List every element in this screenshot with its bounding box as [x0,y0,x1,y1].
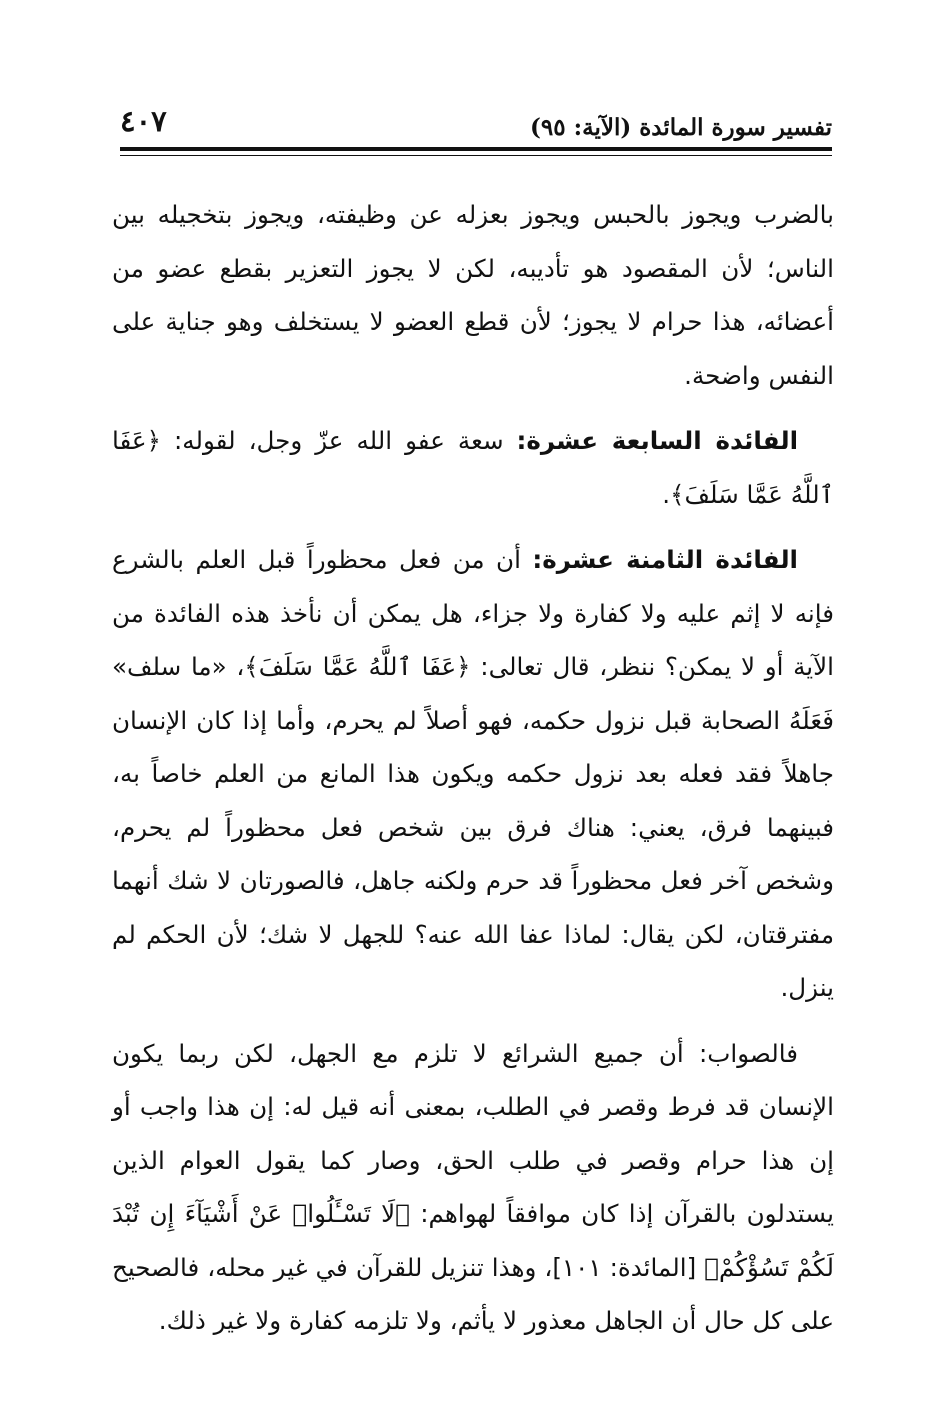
paragraph-benefit-18 [112,533,834,1015]
paragraph-text: فالصواب: أن جميع الشرائع لا تلزم مع الجهل، لكن ربما يكون الإنسان قد فرط وقصر في الطلب، بمعنى أنه قيل له: إن هذا واجب أو إن هذا حرام وقصر في طلب الحق، وصار كما يقول العوام الذين يستدلون بالقرآن إذا كان موافقاً لهواهم: ﴿لَا تَسْـَٔلُوا۟ عَنْ أَشْيَآءَ إِن تُبْدَ لَكُمْ تَسُؤْكُمْ﴾ [المائدة: ١٠١]، وهذا تنزيل للقرآن في غير محله، فالصحيح على كل حال أن الجاهل معذور لا يأثم، ولا تلزمه كفارة ولا غير ذلك. [112,1038,835,1335]
benefit-heading: الفائدة السابعة عشرة: [516,426,798,455]
header-rule-thin [120,155,832,156]
page-header [120,92,832,142]
paragraph-benefit-17 [112,414,834,521]
benefit-heading: الفائدة الثامنة عشرة: [532,545,798,574]
paragraph-continuation [112,188,834,402]
paragraph-text: سعة عفو الله عزّ وجل، لقوله: ﴿عَفَا ٱللَّهُ عَمَّا سَلَفَ﴾. [112,426,834,509]
running-title: تفسير سورة المائدة (الآية: ٩٥) [530,114,832,141]
page-number: ٤٠٧ [120,104,167,138]
body-text [112,188,834,1348]
header-rule-thick [120,147,832,151]
paragraph-text: بالضرب ويجوز بالحبس ويجوز بعزله عن وظيفته، ويجوز بتخجيله بين الناس؛ لأن المقصود هو تأديبه، لكن لا يجوز التعزير بقطع عضو من أعضائه، هذا حرام لا يجوز؛ لأن قطع العضو لا يستخلف وهو جناية على النفس واضحة. [112,200,834,390]
paragraph-conclusion [112,1027,834,1348]
paragraph-text: أن من فعل محظوراً قبل العلم بالشرع فإنه لا إثم عليه ولا كفارة ولا جزاء، هل يمكن أن نأخذ هذه الفائدة من الآية أو لا يمكن؟ ننظر، قال تعالى: ﴿عَفَا ٱللَّهُ عَمَّا سَلَفَ﴾، «ما سلف» فَعَلَهُ الصحابة قبل نزول حكمه، فهو أصلاً لم يحرم، وأما إذا كان الإنسان جاهلاً فقد فعله بعد نزول حكمه ويكون هذا المانع من العلم خاصاً به، فبينهما فرق، يعني: هناك فرق بين شخص فعل محظوراً لم يحرم، وشخص آخر فعل محظوراً قد حرم ولكنه جاهل، فالصورتان لا شك أنهما مفترقتان، لكن يقال: لماذا عفا الله عنه؟ للجهل لا شك؛ لأن الحكم لم ينزل. [112,545,834,1002]
